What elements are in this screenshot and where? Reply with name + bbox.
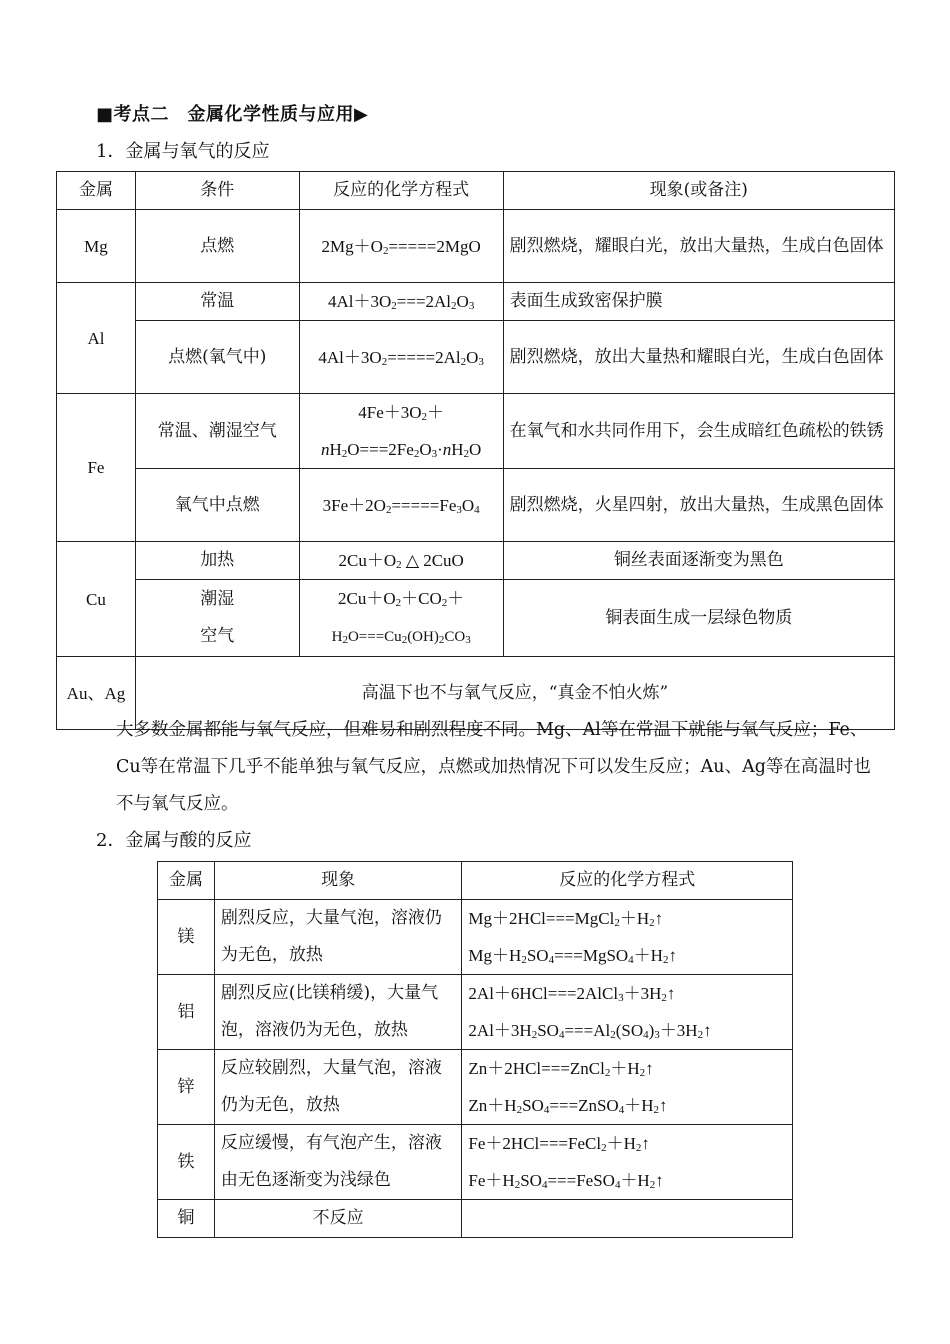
metal-cell: Au、Ag [57,657,136,730]
table-row [158,975,793,1050]
table-row [57,394,895,469]
condition-cell: 点燃 [135,210,299,283]
observation-cell: 剧烈反应，大量气泡，溶液仍为无色，放热 [214,900,462,975]
observation-cell: 剧烈反应(比镁稍缓)，大量气泡，溶液仍为无色，放热 [214,975,462,1050]
subheading-oxygen: 1．金属与氧气的反应 [96,141,270,162]
equation-cell: $2Mg+O_2=====2MgO$ [299,210,503,283]
metal-cell: Mg [57,210,136,283]
equation-cell [462,1200,793,1238]
metal-cell: Al [57,283,136,394]
equation-cell: $4Al+3O_2===2Al_2O_3$ [299,283,503,321]
subheading-acid: 2．金属与酸的反应 [96,830,252,851]
observation-cell: 剧烈燃烧，放出大量热和耀眼白光，生成白色固体 [503,321,894,394]
observation-cell: 在氧气和水共同作用下，会生成暗红色疏松的铁锈 [503,394,894,469]
observation-cell: 不反应 [214,1200,462,1238]
column-header: 现象 [214,862,462,900]
metal-cell: Fe [57,394,136,542]
equation-cell: $Mg+2HCl===MgCl_2+H_2↑$ $Mg+H_2SO_4===MgSO_4+H_2↑$ [462,900,793,975]
observation-cell: 剧烈燃烧，耀眼白光，放出大量热，生成白色固体 [503,210,894,283]
equation-cell: $Zn+2HCl===ZnCl_2+H_2↑$ $Zn+H_2SO_4===ZnSO_4+H_2↑$ [462,1050,793,1125]
condition-cell: 加热 [135,542,299,580]
condition-cell: 氧气中点燃 [135,469,299,542]
observation-cell: 铜表面生成一层绿色物质 [503,580,894,657]
column-header: 金属 [158,862,215,900]
metal-cell: 铝 [158,975,215,1050]
table-row [158,1050,793,1125]
metal-cell: 铁 [158,1125,215,1200]
metal-cell: 锌 [158,1050,215,1125]
metal-cell: 镁 [158,900,215,975]
observation-cell: 铜丝表面逐渐变为黑色 [503,542,894,580]
equation-cell: $4Al+3O_2=====2Al_2O_3$ [299,321,503,394]
column-header: 现象(或备注) [503,172,894,210]
note-cell: 高温下也不与氧气反应，“真金不怕火炼” [135,657,894,730]
equation-cell: $Fe+2HCl===FeCl_2+H_2↑$ $Fe+H_2SO_4===FeSO_4+H_2↑$ [462,1125,793,1200]
condition-cell: 常温 [135,283,299,321]
table-row [158,900,793,975]
table-row [57,469,895,542]
condition-cell: 潮湿 空气 [135,580,299,657]
table-header-row [158,862,793,900]
summary-paragraph: 大多数金属都能与氧气反应，但难易和剧烈程度不同。Mg、Al等在常温下就能与氧气反应；Fe、Cu等在常温下几乎不能单独与氧气反应，点燃或加热情况下可以发生反应；Au、Ag等在高温时也不与氧气反应。 [116,720,871,814]
table-row [57,283,895,321]
section-title: ■考点二 金属化学性质与应用▶ [96,104,369,125]
equation-cell: $3Fe+2O_2=====Fe_3O_4$ [299,469,503,542]
table-row [158,1200,793,1238]
equation-cell: $2Cu+O_2$ △ 2CuO [299,542,503,580]
column-header: 金属 [57,172,136,210]
table-row [57,542,895,580]
column-header: 反应的化学方程式 [299,172,503,210]
metal-cell: Cu [57,542,136,657]
equation-cell: $4Fe+3O_2+$ $nH_2O===2Fe_2O_3\cdot nH_2O$ [299,394,503,469]
observation-cell: 反应缓慢，有气泡产生，溶液由无色逐渐变为浅绿色 [214,1125,462,1200]
metal-cell: 铜 [158,1200,215,1238]
table-row [57,210,895,283]
observation-cell: 剧烈燃烧，火星四射，放出大量热，生成黑色固体 [503,469,894,542]
column-header: 反应的化学方程式 [462,862,793,900]
table-row [57,580,895,657]
metal-oxygen-table [56,171,895,730]
table-header-row [57,172,895,210]
table-row [158,1125,793,1200]
observation-cell: 表面生成致密保护膜 [503,283,894,321]
equation-cell: $2Al+6HCl===2AlCl_3+3H_2↑$ $2Al+3H_2SO_4===Al_2(SO_4)_3+3H_2↑$ [462,975,793,1050]
column-header: 条件 [135,172,299,210]
condition-cell: 常温、潮湿空气 [135,394,299,469]
condition-cell: 点燃(氧气中) [135,321,299,394]
equation-cell: $2Cu+O_2+CO_2+$ $H_2O===Cu_2(OH)_2CO_3$ [299,580,503,657]
observation-cell: 反应较剧烈，大量气泡，溶液仍为无色，放热 [214,1050,462,1125]
table-row [57,321,895,394]
metal-acid-table [157,861,793,1238]
